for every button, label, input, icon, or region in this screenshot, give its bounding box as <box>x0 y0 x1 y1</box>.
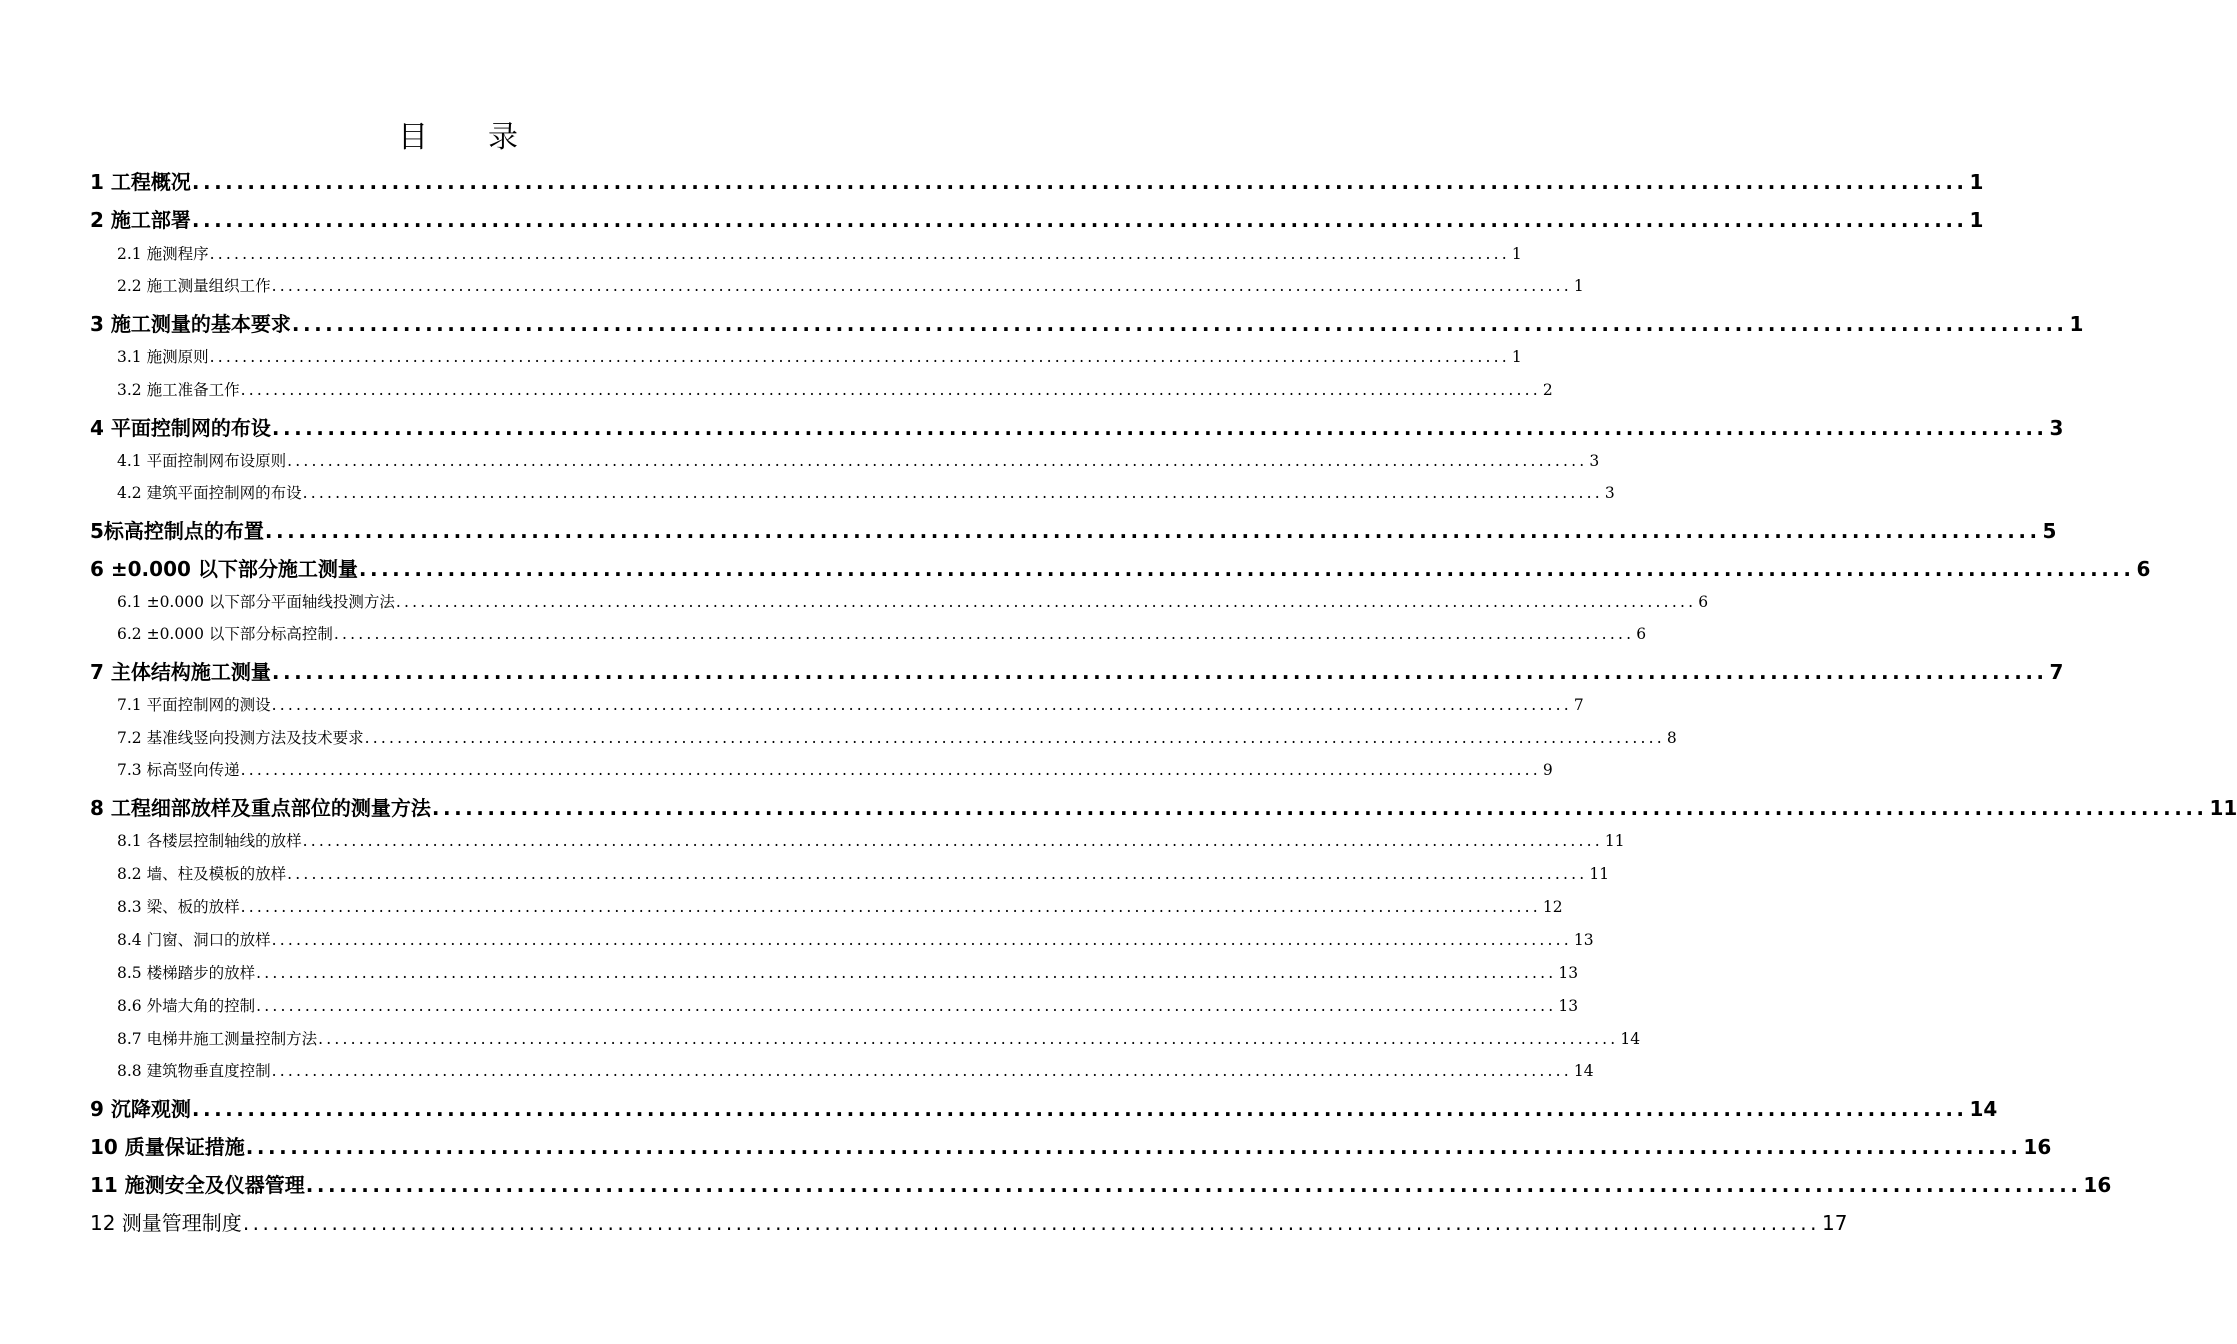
toc-entry-page: 7 <box>2049 660 2064 684</box>
dot-leader: ................................................................................................................................................................ <box>245 1135 2022 1159</box>
toc-entry-page: 14 <box>1969 1097 1998 1121</box>
toc-entry[interactable] <box>117 758 1553 780</box>
toc-entry-label: 8.7 电梯井施工测量控制方法 <box>117 1030 318 1048</box>
toc-entry-page: 8 <box>1666 729 1677 747</box>
toc-entry-page: 16 <box>2023 1135 2052 1159</box>
toc-entry-page: 12 <box>1542 898 1563 916</box>
toc-entry-page: 2 <box>1542 381 1553 399</box>
toc-entry-page: 13 <box>1558 997 1579 1015</box>
toc-entry-page: 13 <box>1573 931 1594 949</box>
dot-leader: ................................................................................................................................................................ <box>271 277 1572 295</box>
toc-entry-label: 4.2 建筑平面控制网的布设 <box>117 484 302 502</box>
toc-entry[interactable] <box>117 994 1579 1016</box>
toc-entry[interactable] <box>117 928 1594 950</box>
toc-entry-label: 9 沉降观测 <box>90 1097 191 1121</box>
toc-entry-label: 7.1 平面控制网的测设 <box>117 696 271 714</box>
dot-leader: ................................................................................................................................................................ <box>240 761 1541 779</box>
toc-entry-page: 3 <box>1604 484 1615 502</box>
toc-entry-label: 2.2 施工测量组织工作 <box>117 277 271 295</box>
toc-entry[interactable] <box>90 1131 2052 1160</box>
toc-entry[interactable] <box>90 1093 1998 1122</box>
toc-entry-label: 3 施工测量的基本要求 <box>90 312 291 336</box>
toc-entry[interactable] <box>117 481 1615 503</box>
toc-entry[interactable] <box>117 726 1677 748</box>
toc-entry-label: 8.6 外墙大角的控制 <box>117 997 256 1015</box>
toc-entry[interactable] <box>117 449 1600 471</box>
toc-entry-page: 3 <box>2049 416 2064 440</box>
toc-entry-label: 10 质量保证措施 <box>90 1135 245 1159</box>
toc-entry-page: 9 <box>1542 761 1553 779</box>
toc-entry-page: 6 <box>1636 625 1647 643</box>
toc-entry[interactable] <box>117 378 1553 400</box>
toc-entry[interactable] <box>117 242 1522 264</box>
toc-entry-page: 1 <box>1511 348 1522 366</box>
toc-entry-page: 16 <box>2083 1173 2112 1197</box>
toc-entry[interactable] <box>90 204 1984 233</box>
toc-entry-label: 8.3 梁、板的放样 <box>117 898 240 916</box>
dot-leader: ................................................................................................................................................................ <box>242 1211 1820 1235</box>
dot-leader: ................................................................................................................................................................ <box>302 484 1603 502</box>
dot-leader: ................................................................................................................................................................ <box>287 865 1588 883</box>
toc-entry[interactable] <box>117 895 1563 917</box>
toc-entry-page: 13 <box>1558 964 1579 982</box>
toc-entry[interactable] <box>117 345 1522 367</box>
toc-title: 目 录 <box>398 120 518 155</box>
toc-entry[interactable] <box>90 308 2084 337</box>
toc-entry-label: 11 施测安全及仪器管理 <box>90 1173 305 1197</box>
toc-entry-label: 8 工程细部放样及重点部位的测量方法 <box>90 796 431 820</box>
toc-entry[interactable] <box>90 515 2057 544</box>
toc-entry-label: 6.2 ±0.000 以下部分标高控制 <box>117 625 333 643</box>
toc-entry[interactable] <box>117 961 1579 983</box>
dot-leader: ................................................................................................................................................................ <box>271 931 1572 949</box>
toc-entry-label: 8.4 门窗、洞口的放样 <box>117 931 271 949</box>
toc-entry-page: 6 <box>2136 557 2151 581</box>
dot-leader: ................................................................................................................................................................ <box>256 997 1557 1015</box>
toc-entry[interactable] <box>90 412 2064 441</box>
dot-leader: ................................................................................................................................................................ <box>431 796 2208 820</box>
toc-entry-label: 7.3 标高竖向传递 <box>117 761 240 779</box>
toc-entry-label: 5标高控制点的布置 <box>90 519 264 543</box>
dot-leader: ................................................................................................................................................................ <box>264 519 2041 543</box>
dot-leader: ................................................................................................................................................................ <box>333 625 1635 643</box>
dot-leader: ................................................................................................................................................................ <box>318 1030 1619 1048</box>
dot-leader: ................................................................................................................................................................ <box>305 1173 2082 1197</box>
toc-entry[interactable] <box>117 590 1709 612</box>
toc-entry-page: 1 <box>2069 312 2084 336</box>
toc-entry-page: 11 <box>2209 796 2237 820</box>
toc-entry-page: 1 <box>1969 208 1984 232</box>
toc-entry-page: 1 <box>1511 245 1522 263</box>
toc-entry-label: 2 施工部署 <box>90 208 191 232</box>
dot-leader: ................................................................................................................................................................ <box>271 660 2048 684</box>
toc-entry-page: 14 <box>1573 1062 1594 1080</box>
dot-leader: ................................................................................................................................................................ <box>256 964 1557 982</box>
toc-entry[interactable] <box>117 693 1584 715</box>
toc-entry-page: 17 <box>1822 1211 1848 1235</box>
toc-entry[interactable] <box>90 1207 1848 1236</box>
toc-entry-label: 6 ±0.000 以下部分施工测量 <box>90 557 358 581</box>
toc-entry-label: 4.1 平面控制网布设原则 <box>117 452 287 470</box>
toc-entry-page: 1 <box>1969 170 1984 194</box>
toc-entry[interactable] <box>90 553 2151 582</box>
dot-leader: ................................................................................................................................................................ <box>302 832 1603 850</box>
dot-leader: ................................................................................................................................................................ <box>291 312 2068 336</box>
dot-leader: ................................................................................................................................................................ <box>209 348 1510 366</box>
dot-leader: ................................................................................................................................................................ <box>271 416 2048 440</box>
toc-entry-label: 8.2 墙、柱及模板的放样 <box>117 865 287 883</box>
toc-entry[interactable] <box>90 656 2064 685</box>
toc-entry-label: 4 平面控制网的布设 <box>90 416 271 440</box>
dot-leader: ................................................................................................................................................................ <box>191 170 1968 194</box>
toc-entry[interactable] <box>117 829 1625 851</box>
dot-leader: ................................................................................................................................................................ <box>364 729 1665 747</box>
toc-entry-page: 5 <box>2042 519 2057 543</box>
toc-entry-page: 14 <box>1620 1030 1641 1048</box>
dot-leader: ................................................................................................................................................................ <box>209 245 1510 263</box>
toc-entry[interactable] <box>117 274 1584 296</box>
dot-leader: ................................................................................................................................................................ <box>240 381 1541 399</box>
toc-entry[interactable] <box>90 1169 2112 1198</box>
toc-entry-label: 7.2 基准线竖向投测方法及技术要求 <box>117 729 364 747</box>
toc-entry-page: 3 <box>1589 452 1600 470</box>
toc-entry-label: 1 工程概况 <box>90 170 191 194</box>
dot-leader: ................................................................................................................................................................ <box>271 696 1572 714</box>
toc-entry-page: 7 <box>1573 696 1584 714</box>
toc-entry[interactable] <box>90 166 1984 195</box>
dot-leader: ................................................................................................................................................................ <box>271 1062 1572 1080</box>
toc-entry-label: 3.2 施工准备工作 <box>117 381 240 399</box>
toc-entry[interactable] <box>117 1059 1594 1081</box>
toc-entry-label: 7 主体结构施工测量 <box>90 660 271 684</box>
toc-entry-label: 3.1 施测原则 <box>117 348 209 366</box>
toc-entry-page: 11 <box>1604 832 1625 850</box>
toc-entry-page: 11 <box>1589 865 1610 883</box>
toc-entry[interactable] <box>90 792 2237 821</box>
toc-entry-label: 2.1 施测程序 <box>117 245 209 263</box>
toc-entry-label: 6.1 ±0.000 以下部分平面轴线投测方法 <box>117 593 395 611</box>
toc-entry-label: 12 测量管理制度 <box>90 1211 242 1235</box>
toc-entry[interactable] <box>117 1027 1641 1049</box>
dot-leader: ................................................................................................................................................................ <box>395 593 1697 611</box>
toc-entry[interactable] <box>117 622 1647 644</box>
toc-entry-label: 8.5 楼梯踏步的放样 <box>117 964 256 982</box>
dot-leader: ................................................................................................................................................................ <box>191 1097 1968 1121</box>
dot-leader: ................................................................................................................................................................ <box>191 208 1968 232</box>
toc-entry[interactable] <box>117 862 1610 884</box>
dot-leader: ................................................................................................................................................................ <box>287 452 1588 470</box>
dot-leader: ................................................................................................................................................................ <box>240 898 1541 916</box>
toc-entry-page: 1 <box>1573 277 1584 295</box>
dot-leader: ................................................................................................................................................................ <box>358 557 2135 581</box>
toc-entry-label: 8.8 建筑物垂直度控制 <box>117 1062 271 1080</box>
toc-entry-page: 6 <box>1698 593 1709 611</box>
toc-entry-label: 8.1 各楼层控制轴线的放样 <box>117 832 302 850</box>
